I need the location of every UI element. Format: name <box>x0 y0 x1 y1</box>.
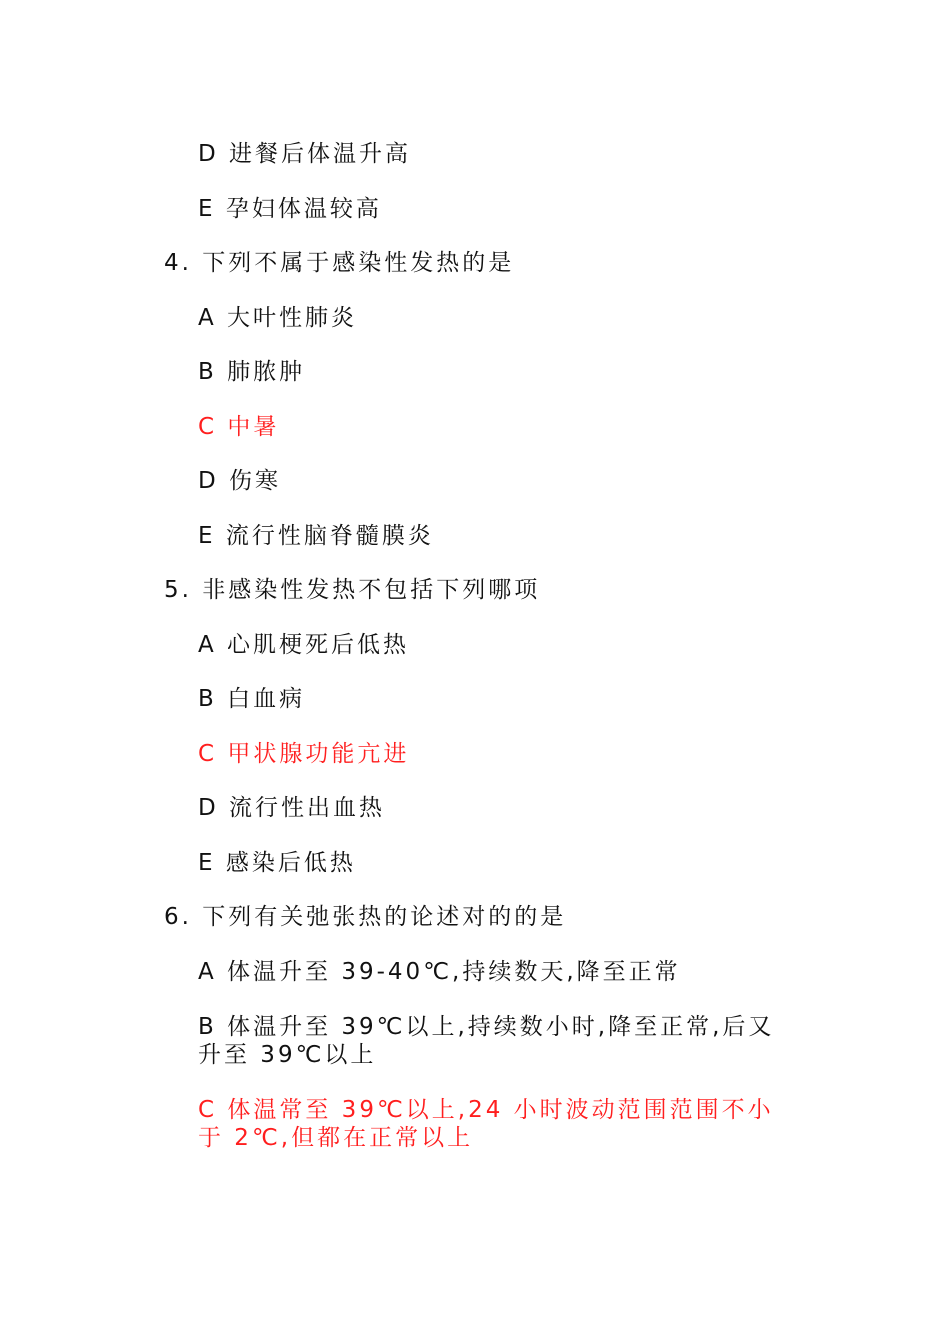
question-4-option-c-correct: C 中暑 <box>198 414 280 440</box>
question-4-option-a: A 大叶性肺炎 <box>198 305 358 331</box>
question-4-option-e: E 流行性脑脊髓膜炎 <box>198 523 434 549</box>
question-5-text: 5. 非感染性发热不包括下列哪项 <box>164 577 541 603</box>
question-5-option-d: D 流行性出血热 <box>198 795 386 821</box>
question-5-option-c-correct: C 甲状腺功能亢进 <box>198 741 410 767</box>
question-5-option-b: B 白血病 <box>198 686 306 712</box>
question-6-option-b: B 体温升至 39℃以上,持续数小时,降至正常,后又升至 39℃以上 <box>198 1014 775 1068</box>
question-4-text: 4. 下列不属于感染性发热的是 <box>164 250 515 276</box>
question-5-option-a: A 心肌梗死后低热 <box>198 632 410 658</box>
question-6-text: 6. 下列有关弛张热的论述对的的是 <box>164 904 567 930</box>
option-d-line: D 进餐后体温升高 <box>198 141 412 167</box>
question-6-option-c-correct: C 体温常至 39℃以上,24 小时波动范围范围不小于 2℃,但都在正常以上 <box>198 1097 774 1151</box>
question-4-option-d: D 伤寒 <box>198 468 282 494</box>
question-5-option-e: E 感染后低热 <box>198 850 356 876</box>
option-e-line: E 孕妇体温较高 <box>198 196 382 222</box>
question-6-option-a: A 体温升至 39-40℃,持续数天,降至正常 <box>198 959 681 985</box>
question-4-option-b: B 肺脓肿 <box>198 359 306 385</box>
